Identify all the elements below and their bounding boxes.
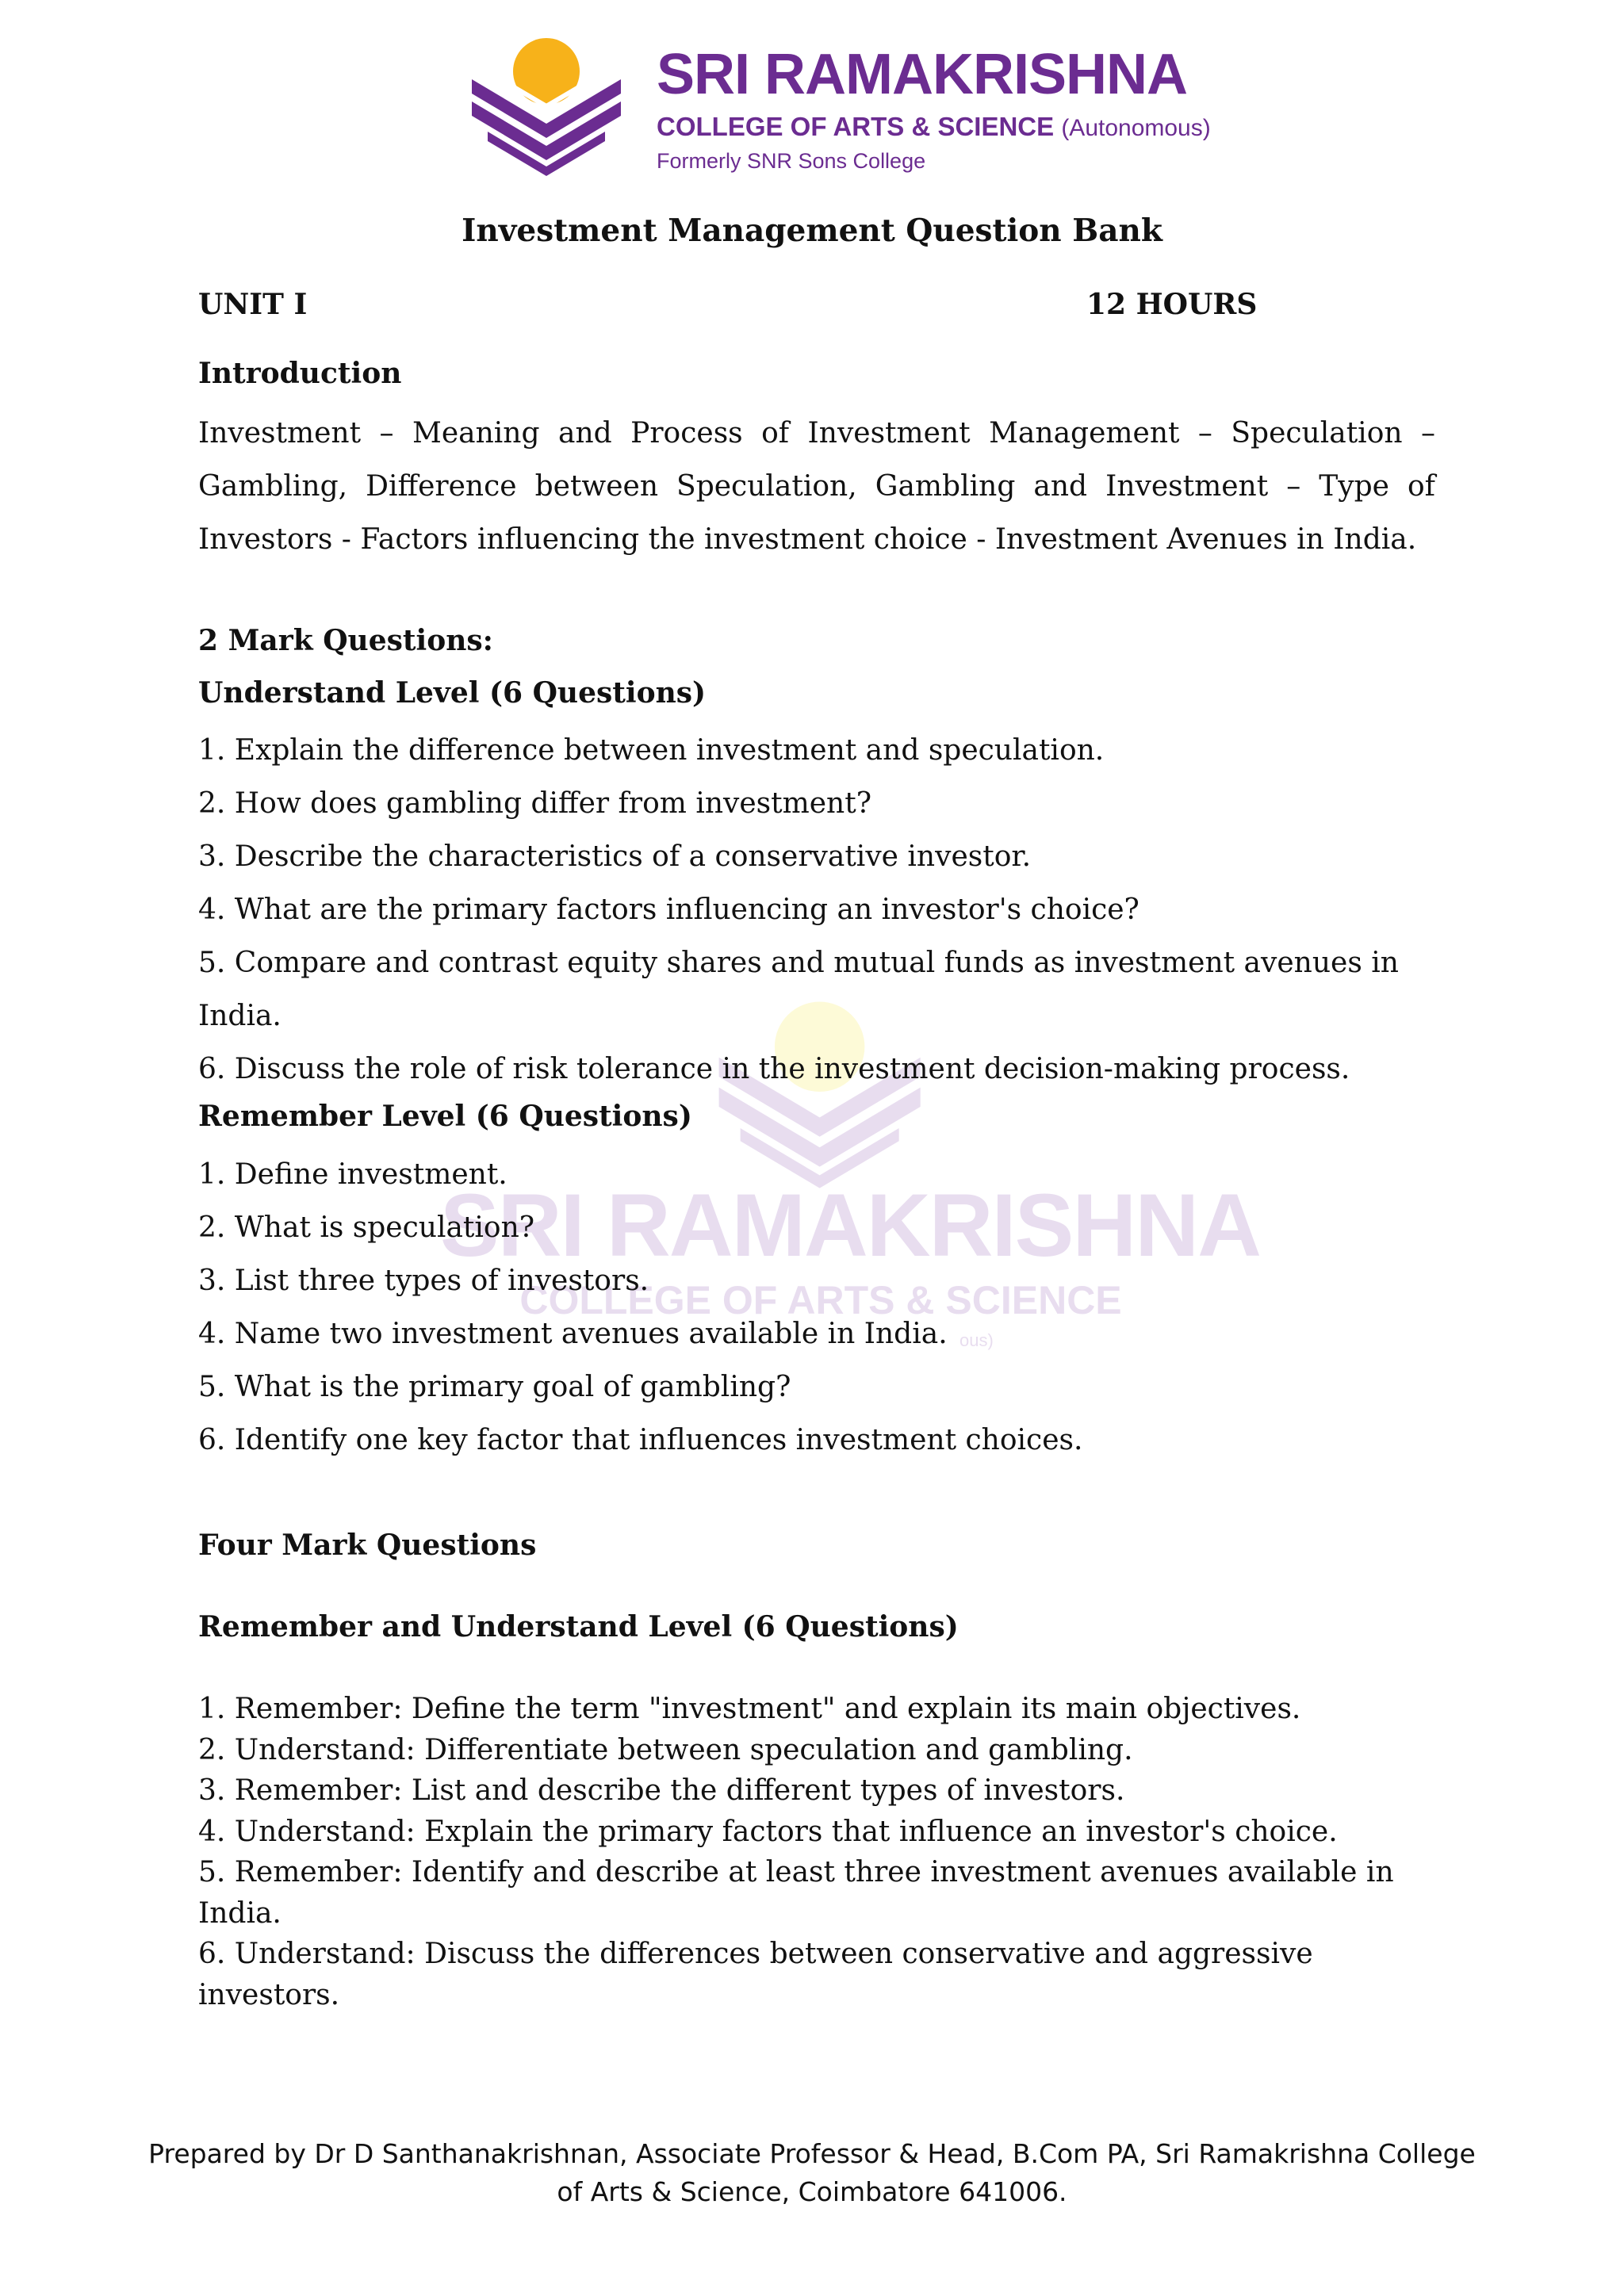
question-item: 1. Define investment. [198,1158,508,1191]
question-item: 5. Compare and contrast equity shares and mutual funds as investment avenues in India. [198,947,1399,1032]
watermark-brand-name: SRI RAMAKRISHNA [440,1176,1260,1275]
question-item: 4. Name two investment avenues available in India. [198,1318,948,1350]
brand-college-line [657,113,1211,140]
brand-autonomous: (Autonomous) [1061,115,1211,141]
question-item: 3. List three types of investors. [198,1265,649,1297]
remember-understand-heading: Remember and Understand Level (6 Questions) [198,1610,959,1644]
document-title: Investment Management Question Bank [462,212,1162,249]
watermark-autonomous: ous) [959,1330,994,1350]
watermark-college-line: COLLEGE OF ARTS & SCIENCE [519,1278,1122,1322]
question-item: 2. What is speculation? [198,1211,535,1244]
unit-label: UNIT I [198,288,308,321]
four-mark-heading: Four Mark Questions [198,1529,537,1562]
brand-college-name: COLLEGE OF ARTS & SCIENCE [657,112,1055,141]
brand-formerly: Formerly SNR Sons College [657,149,926,173]
brand-name: SRI RAMAKRISHNA [657,43,1187,106]
question-item: 3. Remember: List and describe the different types of investors. [198,1774,1125,1807]
question-item: 2. How does gambling differ from investment? [198,787,872,820]
footer-line-2: of Arts & Science, Coimbatore 641006. [557,2176,1067,2207]
understand-question-list [198,724,1435,1096]
question-item: 5. What is the primary goal of gambling? [198,1371,791,1403]
page-footer [0,2135,1624,2211]
question-item: 5. Remember: Identify and describe at least three investment avenues available in India. [198,1856,1394,1930]
question-item: 3. Describe the characteristics of a conservative investor. [198,840,1032,873]
question-item: 6. Understand: Discuss the differences between conservative and aggressive investors. [198,1938,1313,2011]
question-item: 4. What are the primary factors influencing an investor's choice? [198,894,1139,926]
question-item: 1. Explain the difference between investment and speculation. [198,734,1105,767]
remember-level-heading: Remember Level (6 Questions) [198,1100,692,1133]
question-item: 1. Remember: Define the term "investment" and explain its main objectives. [198,1693,1301,1725]
four-mark-question-list [198,1689,1435,2015]
question-item: 4. Understand: Explain the primary factors that influence an investor's choice. [198,1815,1338,1848]
intro-heading: Introduction [198,357,402,390]
understand-level-heading: Understand Level (6 Questions) [198,676,707,710]
footer-line-1: Prepared by Dr D Santhanakrishnan, Associate Professor & Head, B.Com PA, Sri Ramakrishna College [148,2138,1476,2169]
question-item: 6. Discuss the role of risk tolerance in the investment decision-making process. [198,1053,1350,1085]
two-mark-heading: 2 Mark Questions: [198,624,493,657]
hours-label: 12 HOURS [1086,288,1258,321]
question-item: 2. Understand: Differentiate between speculation and gambling. [198,1733,1133,1766]
question-item: 6. Identify one key factor that influences investment choices. [198,1424,1083,1456]
college-header [464,30,1211,177]
college-logo-icon [464,30,630,177]
remember-question-list [198,1148,1435,1467]
intro-text: Investment – Meaning and Process of Investment Management – Speculation – Gambling, Difference between Speculation, Gambling and Investment – Type of Investors - Factors influencing the investment choice - Investment Avenues in India. [198,417,1435,556]
